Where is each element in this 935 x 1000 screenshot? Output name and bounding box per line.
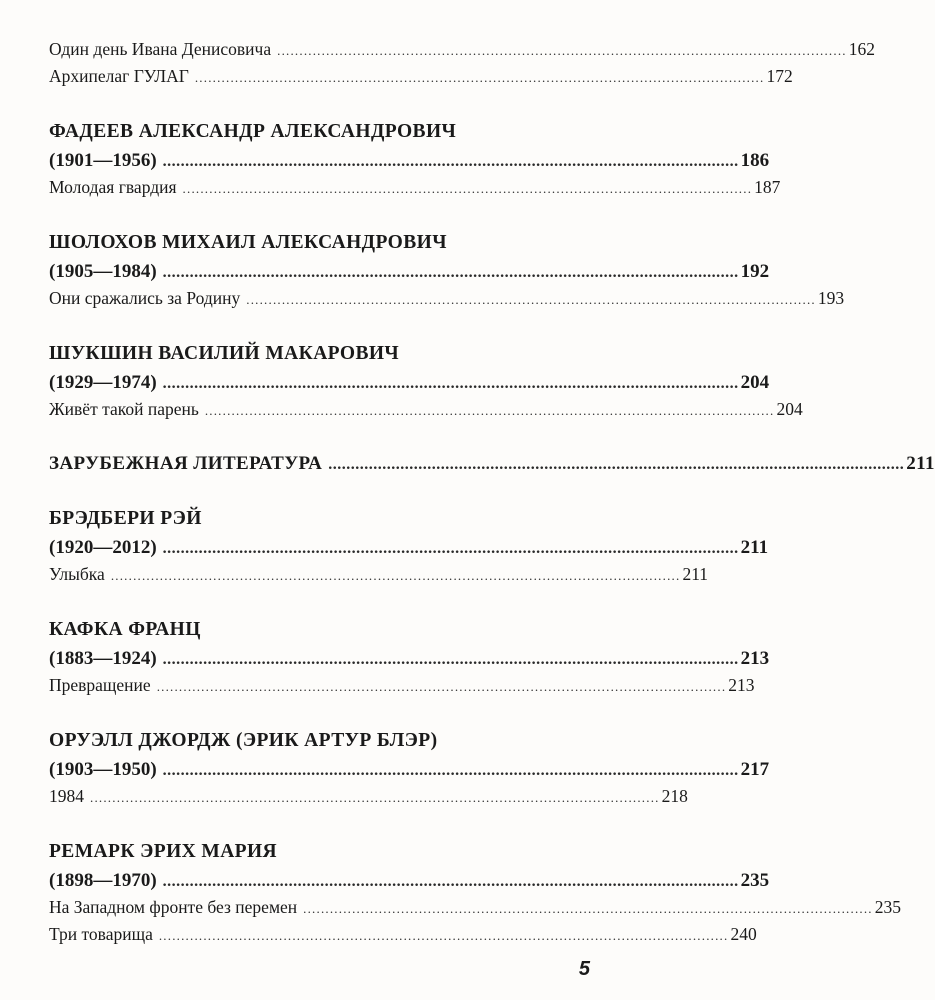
author-name: ШУКШИН ВАСИЛИЙ МАКАРОВИЧ (49, 343, 400, 364)
toc-entry[interactable] (49, 63, 793, 90)
dot-leader: ................................................................................................................................ (156, 679, 727, 694)
dot-leader: ................................................................................................................................ (246, 292, 816, 307)
dot-leader: ................................................................................................................................ (158, 928, 729, 943)
spacer (49, 90, 590, 117)
author-entry[interactable] (49, 534, 769, 561)
section-title: ЗАРУБЕЖНАЯ ЛИТЕРАТУРА (49, 453, 323, 474)
toc-entry[interactable] (49, 174, 781, 201)
author-entry[interactable] (49, 147, 770, 174)
dot-leader: ................................................................................................................................ (182, 181, 753, 196)
dot-leader: ................................................................................................................................ (162, 264, 739, 281)
author-entry[interactable] (49, 756, 770, 783)
author-years: (1901—1956) (49, 150, 157, 171)
entry-title: Три товарища (49, 924, 153, 944)
dot-leader: ................................................................................................................................ (110, 568, 681, 583)
entry-page: 235 (874, 897, 902, 917)
page-number: 5 (578, 958, 590, 980)
spacer (49, 588, 590, 615)
entry-title: Улыбка (49, 564, 105, 584)
entry-page: 204 (740, 372, 770, 393)
dot-leader: ................................................................................................................................ (303, 901, 873, 916)
entry-page: 172 (766, 66, 793, 86)
author-entry[interactable] (49, 369, 770, 396)
author-entry[interactable] (49, 867, 770, 894)
author-heading (49, 228, 590, 258)
author-name: РЕМАРК ЭРИХ МАРИЯ (49, 841, 278, 862)
entry-page: 162 (848, 39, 875, 59)
dot-leader: ................................................................................................................................ (277, 43, 847, 58)
spacer (49, 810, 590, 837)
author-years: (1905—1984) (49, 261, 157, 282)
dot-leader: ................................................................................................................................ (162, 153, 739, 170)
entry-title: Архипелаг ГУЛАГ (49, 66, 189, 86)
author-heading (49, 339, 590, 369)
author-name: КАФКА ФРАНЦ (49, 619, 201, 640)
author-entry[interactable] (49, 645, 770, 672)
entry-page: 186 (740, 150, 770, 171)
entry-page: 217 (740, 759, 770, 780)
author-years: (1883—1924) (49, 648, 157, 669)
toc-entry[interactable] (49, 36, 875, 63)
author-heading (49, 504, 590, 534)
entry-page: 211 (740, 537, 769, 558)
spacer (49, 201, 590, 228)
spacer (49, 699, 590, 726)
spacer (49, 423, 590, 450)
entry-page: 204 (776, 399, 803, 419)
dot-leader: ................................................................................................................................ (162, 651, 739, 668)
entry-page: 211 (906, 453, 935, 474)
author-years: (1898—1970) (49, 870, 157, 891)
author-heading (49, 117, 590, 147)
dot-leader: ................................................................................................................................ (162, 873, 739, 890)
spacer (49, 312, 590, 339)
toc-entry[interactable] (49, 672, 755, 699)
entry-page: 235 (740, 870, 770, 891)
toc-entry[interactable] (49, 285, 845, 312)
toc-entry[interactable] (49, 561, 709, 588)
dot-leader: ................................................................................................................................ (328, 456, 905, 473)
entry-title: 1984 (49, 786, 84, 806)
author-years: (1929—1974) (49, 372, 157, 393)
author-name: ФАДЕЕВ АЛЕКСАНДР АЛЕКСАНДРОВИЧ (49, 121, 457, 142)
author-entry[interactable] (49, 258, 770, 285)
spacer (49, 477, 590, 504)
entry-title: Один день Ивана Денисовича (49, 39, 272, 59)
author-heading (49, 615, 590, 645)
dot-leader: ................................................................................................................................ (162, 375, 739, 392)
author-heading (49, 837, 590, 867)
toc-entry[interactable] (49, 921, 757, 948)
entry-page: 240 (730, 924, 757, 944)
entry-page: 218 (661, 786, 688, 806)
toc-entry[interactable] (49, 894, 902, 921)
author-name: ОРУЭЛЛ ДЖОРДЖ (ЭРИК АРТУР БЛЭР) (49, 730, 438, 751)
author-name: ШОЛОХОВ МИХАИЛ АЛЕКСАНДРОВИЧ (49, 232, 447, 253)
entry-page: 187 (754, 177, 781, 197)
dot-leader: ................................................................................................................................ (162, 540, 739, 557)
toc-entry[interactable] (49, 396, 803, 423)
entry-page: 193 (817, 288, 845, 308)
entry-page: 192 (740, 261, 770, 282)
dot-leader: ................................................................................................................................ (90, 790, 660, 805)
author-name: БРЭДБЕРИ РЭЙ (49, 508, 202, 529)
author-years: (1920—2012) (49, 537, 157, 558)
entry-title: Молодая гвардия (49, 177, 177, 197)
author-heading (49, 726, 590, 756)
toc-entry[interactable] (49, 783, 688, 810)
entry-page: 213 (740, 648, 770, 669)
author-years: (1903—1950) (49, 759, 157, 780)
entry-title: Живёт такой парень (49, 399, 199, 419)
dot-leader: ................................................................................................................................ (204, 403, 775, 418)
dot-leader: ................................................................................................................................ (194, 70, 765, 85)
table-of-contents (49, 36, 935, 948)
dot-leader: ................................................................................................................................ (162, 762, 739, 779)
entry-page: 213 (728, 675, 755, 695)
entry-title: На Западном фронте без перемен (49, 897, 298, 917)
section-entry[interactable] (49, 450, 935, 477)
entry-page: 211 (682, 564, 709, 584)
entry-title: Они сражались за Родину (49, 288, 241, 308)
entry-title: Превращение (49, 675, 151, 695)
